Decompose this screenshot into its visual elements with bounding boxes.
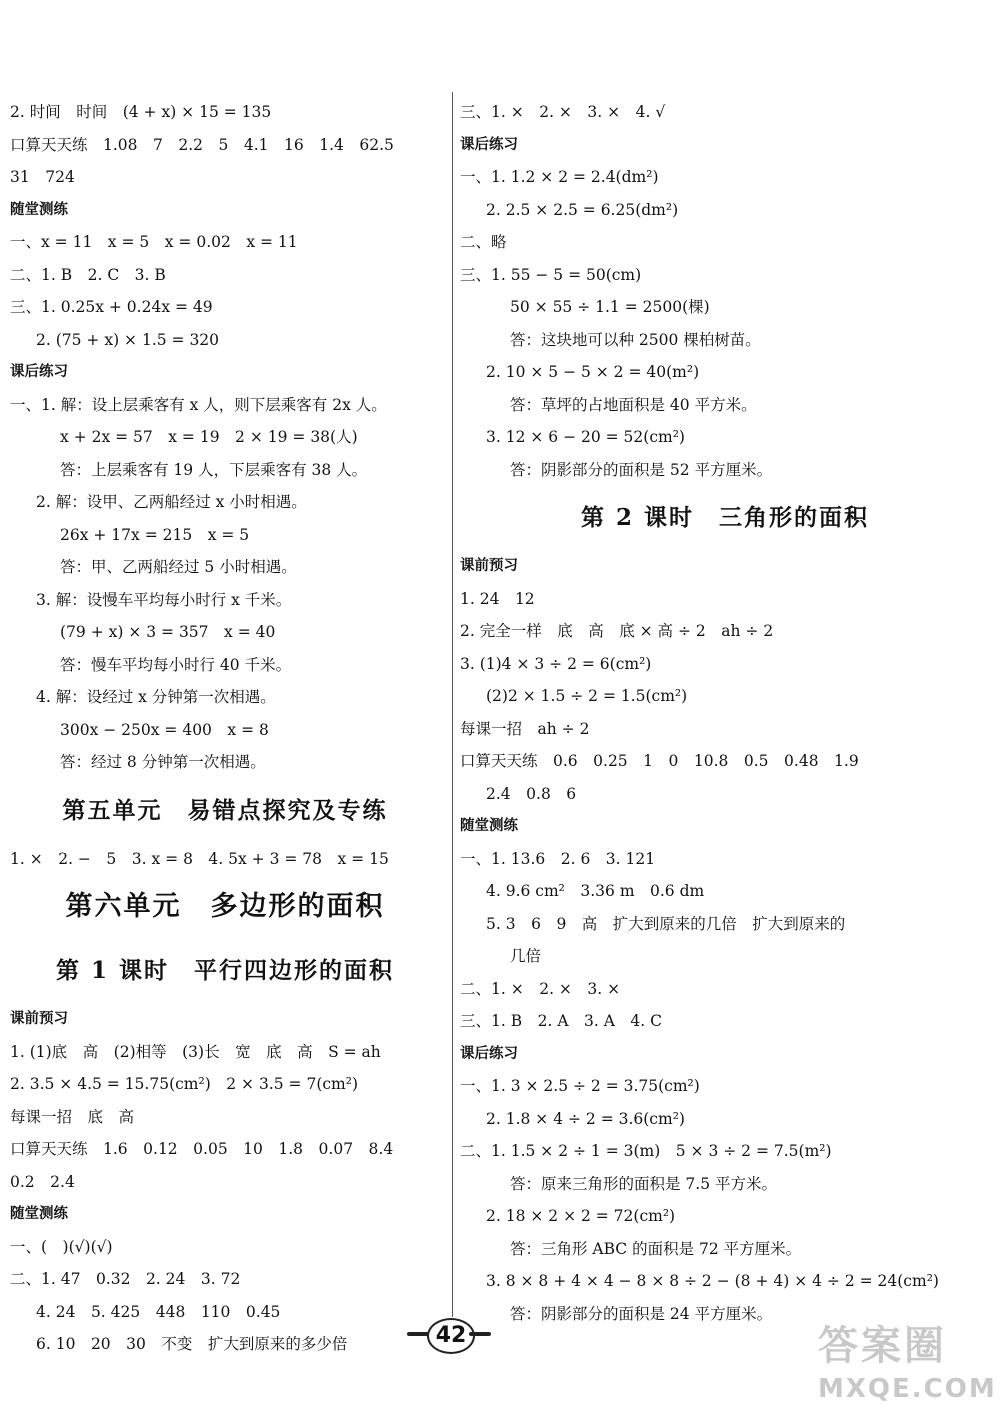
answer-line: 5. 3 6 9 高 扩大到原来的几倍 扩大到原来的 — [486, 914, 846, 933]
answer-line: x + 2x = 57 x = 19 2 × 19 = 38(人) — [60, 428, 358, 446]
answer-line: 答：上层乘客有 19 人，下层乘客有 38 人。 — [60, 460, 368, 479]
section-heading: 课后练习 — [10, 364, 68, 380]
answer-line: 口算天天练 1.6 0.12 0.05 10 1.8 0.07 8.4 — [10, 1140, 394, 1158]
answer-line: 3. 8 × 8 + 4 × 4 − 8 × 8 ÷ 2 − (8 + 4) × 4 ÷ 2 = 24(cm²) — [486, 1272, 939, 1290]
answer-line: 一、x = 11 x = 5 x = 0.02 x = 11 — [10, 233, 298, 251]
right-column — [460, 96, 990, 1330]
ornament-left-icon — [407, 1332, 429, 1336]
answer-line: 答：甲、乙两船经过 5 小时相遇。 — [60, 558, 297, 576]
page-number-badge — [407, 1316, 491, 1352]
answer-line: 2. (75 + x) × 1.5 = 320 — [36, 330, 220, 349]
answer-line: 3. 12 × 6 − 20 = 52(cm²) — [486, 428, 685, 446]
answer-line: 二、1. 1.5 × 2 ÷ 1 = 3(m) 5 × 3 ÷ 2 = 7.5(m²) — [460, 1142, 832, 1160]
answer-line: 三、1. 0.25x + 0.24x = 49 — [10, 298, 213, 316]
answer-line: 2. 3.5 × 4.5 = 15.75(cm²) 2 × 3.5 = 7(cm²) — [10, 1075, 359, 1093]
answer-line: 一、( )(√)(√) — [10, 1237, 113, 1256]
answer-line: 答：阴影部分的面积是 52 平方厘米。 — [510, 460, 773, 479]
watermark — [818, 1320, 997, 1416]
answer-line: 答：原来三角形的面积是 7.5 平方米。 — [510, 1174, 778, 1193]
section-heading: 随堂测练 — [460, 818, 518, 834]
answer-line: 2. 时间 时间 (4 + x) × 15 = 135 — [10, 103, 272, 121]
answer-line: 口算天天练 1.08 7 2.2 5 4.1 16 1.4 62.5 — [10, 135, 394, 154]
answer-line: 一、1. 3 × 2.5 ÷ 2 = 3.75(cm²) — [460, 1077, 700, 1095]
answer-line: 2. 18 × 2 × 2 = 72(cm²) — [486, 1207, 676, 1225]
section-heading: 课前预习 — [10, 1011, 68, 1027]
answer-line: 2. 完全一样 底 高 底 × 高 ÷ 2 ah ÷ 2 — [460, 622, 774, 640]
answer-line: 二、1. × 2. × 3. × — [460, 979, 621, 998]
ornament-right-icon — [469, 1332, 491, 1336]
answer-line: 2. 2.5 × 2.5 = 6.25(dm²) — [486, 200, 679, 219]
watermark-logo-text: 答案圈 — [818, 1323, 947, 1369]
answer-line: 每课一招 底 高 — [10, 1107, 135, 1126]
answer-line: (2)2 × 1.5 ÷ 2 = 1.5(cm²) — [486, 687, 688, 705]
answer-line: 三、1. × 2. × 3. × 4. √ — [460, 103, 666, 121]
answer-line: 50 × 55 ÷ 1.1 = 2500(棵) — [510, 298, 710, 316]
watermark-site: MXQE.COM — [818, 1374, 997, 1404]
answer-line: 二、略 — [460, 233, 507, 251]
section-title: 第五单元 易错点探究及专练 — [62, 796, 388, 824]
answer-line: 答：经过 8 分钟第一次相遇。 — [60, 753, 266, 771]
section-title: 第 2 课时 三角形的面积 — [580, 504, 870, 531]
section-title: 第 1 课时 平行四边形的面积 — [55, 957, 395, 984]
answer-line: 2.4 0.8 6 — [486, 784, 577, 803]
answer-line: 26x + 17x = 215 x = 5 — [60, 525, 250, 544]
answer-line: 三、1. 55 − 5 = 50(cm) — [460, 265, 642, 284]
answer-line: (79 + x) × 3 = 357 x = 40 — [60, 623, 276, 641]
answer-line: 答：这块地可以种 2500 棵柏树苗。 — [510, 330, 761, 349]
answer-line: 4. 解：设经过 x 分钟第一次相遇。 — [36, 688, 276, 706]
answer-line: 答：草坪的占地面积是 40 平方米。 — [510, 395, 757, 414]
answer-line: 答：三角形 ABC 的面积是 72 平方厘米。 — [510, 1239, 802, 1258]
answer-line: 一、1. 13.6 2. 6 3. 121 — [460, 849, 656, 868]
answer-line: 答：慢车平均每小时行 40 千米。 — [60, 655, 292, 674]
answer-line: 三、1. B 2. A 3. A 4. C — [460, 1012, 662, 1030]
section-heading: 随堂测练 — [10, 201, 68, 218]
answer-line: 口算天天练 0.6 0.25 1 0 10.8 0.5 0.48 1.9 — [460, 752, 859, 770]
answer-line: 3. (1)4 × 3 ÷ 2 = 6(cm²) — [460, 654, 652, 673]
section-heading: 随堂测练 — [10, 1206, 68, 1222]
section-title: 第六单元 多边形的面积 — [65, 891, 385, 922]
answer-line: 二、1. B 2. C 3. B — [10, 265, 166, 284]
page-number: 42 — [427, 1318, 475, 1354]
answer-line: 4. 24 5. 425 448 110 0.45 — [36, 1302, 281, 1321]
answer-line: 1. × 2. − 5 3. x = 8 4. 5x + 3 = 78 x = 15 — [10, 849, 389, 868]
answer-line: 二、1. 47 0.32 2. 24 3. 72 — [10, 1270, 241, 1288]
section-heading: 课后练习 — [460, 1045, 518, 1062]
answer-line: 300x − 250x = 400 x = 8 — [60, 720, 269, 739]
answer-line: 每课一招 ah ÷ 2 — [460, 719, 590, 738]
column-divider — [452, 92, 453, 1317]
section-heading: 课后练习 — [460, 136, 518, 153]
answer-line: 0.2 2.4 — [10, 1172, 75, 1191]
answer-line: 几倍 — [510, 947, 542, 965]
answer-line: 3. 解：设慢车平均每小时行 x 千米。 — [36, 590, 292, 609]
answer-line: 一、1. 解：设上层乘客有 x 人，则下层乘客有 2x 人。 — [10, 395, 387, 414]
answer-line: 6. 10 20 30 不变 扩大到原来的多少倍 — [36, 1335, 348, 1353]
answer-line: 2. 10 × 5 − 5 × 2 = 40(m²) — [486, 363, 700, 381]
answer-line: 31 724 — [10, 168, 75, 186]
answer-line: 1. 24 12 — [460, 589, 535, 608]
answer-line: 1. (1)底 高 (2)相等 (3)长 宽 底 高 S = ah — [10, 1042, 381, 1061]
answer-line: 一、1. 1.2 × 2 = 2.4(dm²) — [460, 168, 659, 186]
answer-line: 答：阴影部分的面积是 24 平方厘米。 — [510, 1304, 773, 1323]
answer-line: 4. 9.6 cm² 3.36 m 0.6 dm — [486, 882, 705, 900]
answer-line: 2. 1.8 × 4 ÷ 2 = 3.6(cm²) — [486, 1109, 685, 1128]
answer-line: 2. 解：设甲、乙两船经过 x 小时相遇。 — [36, 493, 307, 511]
section-heading: 课前预习 — [460, 558, 518, 574]
left-column — [10, 96, 440, 1361]
